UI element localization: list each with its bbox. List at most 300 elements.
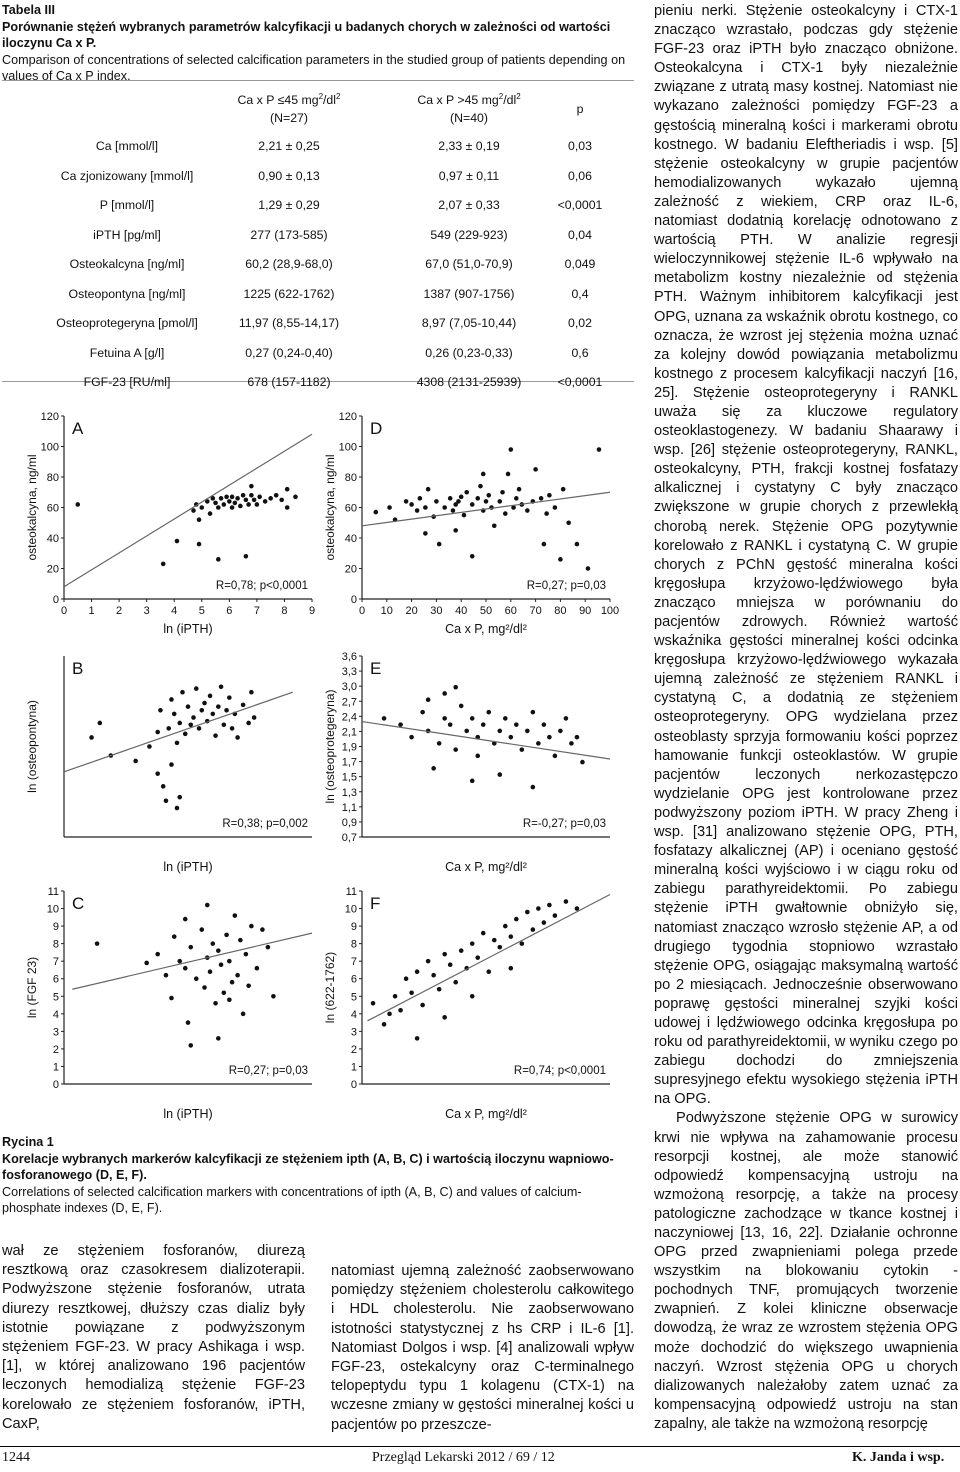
y-tick-label-E: 1,9: [341, 741, 357, 754]
x-tick-label-D: 40: [455, 605, 468, 617]
scatter-point-A: [244, 554, 249, 559]
y-tick-label-F: 8: [350, 938, 357, 951]
column-3-paragraph-1: pieniu nerki. Stężenie osteokalcyny i CTX-1 znacząco wzrastało, podczas gdy stężenie FGF-23 oraz iPTH było znacząco obniżone. Osteokalcyna i CTX-1 były niezależnie związane z utratą masy kostnej. Natomiast nie wykazano zależności pomiędzy FGF-23 a gęstością mineralną kości i markerami obrotu kostnego. W badaniu Eleftheriadis i wsp. [5] stężenie osteokalcyny w grupie pacjentów hemodializowanych wykazało ujemną zależność z wiekiem, CRP oraz IL-6, natomiast dodatnią korelację odnotowano z wartością PTH. W analizie regresji wieloczynnikowej stężenie IL-6 wpływało na metabolizm kostny niezależnie od stężenia PTH. Ważnym inhibitorem kalcyfikacji jest OPG, uznana za wskaźnik obrotu kostnego, co oznacza, że wzrost jej stężenia można uznać za kolejny dowód powiązania metabolizmu kostnego z procesem kalcyfikacji naczyń [16, 25]. Stężenie osteoprotegeryny i RANKL uważa się za kluczowe regulatory osteoklastogenezy. W badaniu Shaarawy i wsp. [26] stężenie osteoprotegeryny, RANKL, osteokalcyny, PTH, frakcji kostnej fosfatazy alkalicznej i cystatyny C były znacząco zwiększone w grupie chorych z przewlekłą chorobą nerek. Stężenie OPG pozytywnie korelowało z RANKL i cystatyną C. W grupie chorych z PChN gęstość mineralna kości kręgosłupa krzyżowo-lędźwiowego była znacząco mniejsza w porównaniu do pacjentów zdrowych. Również wartość wskaźnika gęstości mineralnej kości odcinka kręgosłupa krzyżowo-lędźwiowego wykazała ujemną zależność ze stężeniem RANKL i cystatyną C, a dodatnią ze stężeniem osteoprotegeryny. OPG wydzielana przez osteoblasty sprzyja formowaniu kości poprzez hamowanie funkcji osteoklastów. W grupie pacjentów leczonych nerkozastępczo wydzielanie OPG jest kontrolowane przez podwyższony poziom iPTH. W pracy Zheng i wsp. [31] analizowano stężenie OPG, PTH, fosfatazy alkalicznej (AP) i oceniano gęstość mineralną kości wyjściowo i w ciągu roku od zabiegu parathyreidektomii. Po zabiegu stężenie iPTH gwałtownie obniżyło się, natomiast znacząco wzrosło stężenie AP, a od drugiego tygodnia stopniowo wzrastało stężenie OPG, osiągając maksymalną wartość po 2 miesiącach. Jednocześnie obserwowano poprawę gęstości mineralnej szyjki kości udowej i lędźwiowego odcinka kręgosłupa po roku od parathyreidektomii, w wyniku czego po zabiegu dochodzi do zmniejszenia supresyjnego efektu wysokiego stężenia iPTH na OPG.: [654, 3, 958, 1108]
scatter-point-C: [169, 996, 174, 1001]
scatter-point-F: [431, 973, 436, 978]
scatter-point-F: [503, 924, 508, 929]
scatter-point-E: [564, 716, 569, 721]
scatter-point-D: [475, 496, 480, 501]
scatter-point-D: [561, 487, 566, 492]
y-tick-label-F: 7: [350, 956, 357, 969]
scatter-point-A: [257, 495, 262, 500]
header-col-p: p: [576, 102, 584, 116]
scatter-point-C: [194, 976, 199, 981]
correlation-annotation-D: R=0,27; p=0,03: [526, 580, 606, 592]
x-tick-label-A: 7: [253, 605, 260, 617]
scatter-point-E: [442, 716, 447, 721]
x-tick-label-A: 9: [308, 605, 316, 617]
scatter-point-F: [409, 990, 414, 995]
footer-page-number: 1244: [2, 1450, 30, 1465]
scatter-point-E: [542, 722, 547, 727]
trend-line-B: [64, 692, 293, 772]
footer-authors: K. Janda i wsp.: [852, 1450, 945, 1465]
scatter-point-D: [558, 557, 563, 562]
scatter-point-D: [566, 520, 571, 525]
scatter-point-B: [169, 697, 174, 702]
scatter-point-A: [249, 493, 254, 498]
scatter-point-B: [175, 741, 180, 746]
scatter-point-B: [199, 708, 204, 713]
scatter-point-E: [382, 716, 387, 721]
y-tick-label-E: 3,6: [341, 651, 357, 663]
row-parameter: Osteoprotegeryna [pmol/l]: [56, 316, 198, 330]
x-tick-label-A: 0: [60, 605, 68, 617]
figure-title-pl: Korelacje wybranych markerów kalcyfikacji ze stężeniem ipth (A, B, C) i wartością iloczynu wapniowo-fosforanowego (D, E, F).: [2, 1151, 614, 1182]
scatter-point-A: [285, 505, 290, 510]
row-value-low: 0,27 (0,24-0,40): [245, 345, 333, 360]
scatter-point-E: [497, 729, 502, 734]
scatter-point-D: [481, 472, 486, 477]
scatter-point-C: [205, 903, 210, 908]
x-tick-label-A: 3: [143, 605, 150, 617]
scatter-point-F: [497, 945, 502, 950]
y-tick-label-D: 0: [350, 594, 357, 606]
scatter-point-A: [249, 484, 254, 489]
scatter-point-A: [255, 502, 260, 507]
scatter-point-F: [475, 955, 480, 960]
trend-line-F: [368, 895, 610, 1021]
row-value-low: 2,21 ± 0,25: [258, 139, 320, 153]
scatter-point-D: [492, 524, 497, 529]
x-tick-label-A: 1: [88, 605, 95, 617]
scatter-point-B: [224, 708, 229, 713]
scatter-point-C: [199, 927, 204, 932]
scatter-point-E: [497, 772, 502, 777]
scatter-point-E: [531, 710, 536, 715]
row-value-low: 0,90 ± 0,13: [258, 168, 320, 183]
scatter-point-B: [235, 735, 240, 740]
y-tick-label-E: 1,7: [341, 756, 357, 769]
y-tick-label-E: 3,0: [341, 681, 357, 694]
scatter-point-F: [393, 994, 398, 999]
scatter-point-A: [219, 496, 224, 501]
y-tick-label-F: 6: [350, 973, 357, 986]
scatter-point-C: [164, 973, 169, 978]
y-tick-label-E: 3,3: [341, 666, 357, 679]
scatter-point-E: [558, 729, 563, 734]
footer-journal: Przegląd Lekarski 2012 / 69 / 12: [372, 1450, 555, 1465]
scatter-point-C: [266, 945, 271, 950]
scatter-point-F: [371, 1001, 376, 1006]
y-tick-label-D: 80: [344, 472, 357, 484]
scatter-point-F: [420, 1003, 425, 1008]
x-tick-label-D: 30: [430, 605, 443, 617]
scatter-point-A: [230, 495, 235, 500]
scatter-point-A: [227, 499, 232, 504]
scatter-point-F: [509, 966, 514, 971]
row-value-high: 8,97 (7,05-10,44): [421, 316, 517, 330]
scatter-point-D: [415, 508, 420, 513]
scatter-point-F: [531, 927, 536, 932]
correlation-annotation-B: R=0,38; p=0,002: [222, 818, 308, 830]
scatter-point-F: [509, 934, 514, 939]
y-tick-label-E: 2,4: [341, 711, 357, 724]
scatter-point-E: [520, 747, 525, 752]
scatter-point-B: [133, 759, 138, 764]
scatter-point-E: [547, 735, 552, 740]
scatter-point-C: [249, 924, 254, 929]
scatter-point-B: [169, 762, 174, 767]
row-parameter: Ca zjonizowany [mmol/l]: [60, 168, 194, 183]
scatter-point-C: [216, 1036, 221, 1041]
y-tick-label-F: 1: [350, 1061, 357, 1074]
y-tick-label-F: 9: [350, 921, 357, 934]
scatter-point-C: [188, 945, 193, 950]
scatter-point-F: [382, 1022, 387, 1027]
scatter-point-C: [233, 913, 238, 918]
scatter-point-D: [484, 499, 489, 504]
scatter-point-C: [202, 985, 207, 990]
scatter-point-C: [95, 941, 100, 946]
scatter-point-D: [453, 528, 458, 533]
scatter-point-C: [246, 983, 251, 988]
x-tick-label-D: 50: [479, 605, 493, 617]
x-tick-label-A: 5: [198, 605, 205, 617]
scatter-point-B: [202, 701, 207, 706]
y-tick-label-A: 100: [40, 441, 59, 454]
scatter-point-A: [197, 517, 202, 522]
scatter-point-D: [373, 510, 378, 515]
scatter-point-A: [293, 495, 298, 500]
scatter-point-A: [216, 505, 221, 510]
scatter-point-D: [442, 505, 447, 510]
header-col-high: Ca x P >45 $mg^2/dl^2$ (N=40): [417, 92, 521, 125]
scatter-point-B: [172, 712, 177, 717]
scatter-point-B: [89, 735, 94, 740]
x-axis-label-F: Ca x P, mg²/dl²: [445, 1107, 527, 1121]
row-p-value: 0,06: [568, 168, 592, 183]
panel-letter-A: A: [72, 419, 84, 438]
scatter-point-F: [481, 931, 486, 936]
y-axis-label-C: ln (FGF 23): [25, 956, 39, 1019]
scatter-point-D: [437, 542, 442, 547]
scatter-point-F: [525, 910, 530, 915]
scatter-point-F: [404, 976, 409, 981]
scatter-point-D: [423, 505, 428, 510]
x-tick-label-D: 10: [380, 605, 393, 617]
scatter-point-D: [426, 487, 431, 492]
y-tick-label-E: 1,1: [341, 801, 357, 814]
row-value-high: 0,26 (0,23-0,33): [425, 345, 513, 360]
y-tick-label-C: 0: [52, 1079, 59, 1091]
scatter-point-D: [553, 505, 558, 510]
scatter-point-A: [241, 493, 246, 498]
scatter-point-C: [227, 959, 232, 964]
y-tick-label-E: 1,3: [341, 786, 357, 799]
x-tick-label-D: 80: [554, 605, 567, 617]
y-tick-label-A: 120: [40, 411, 59, 423]
scatter-point-F: [448, 962, 453, 967]
row-value-low: 1,29 ± 0,29: [258, 198, 320, 212]
trend-line-A: [64, 434, 312, 587]
scatter-point-D: [387, 505, 392, 510]
scatter-point-D: [506, 472, 511, 477]
row-value-low: 11,97 (8,55-14,17): [238, 316, 340, 330]
scatter-point-D: [434, 499, 439, 504]
y-tick-label-D: 100: [338, 441, 357, 454]
figure-caption: [2, 1134, 634, 1217]
row-parameter: FGF-23 [RU/ml]: [83, 375, 171, 389]
text-column-1: [2, 1242, 305, 1434]
trend-line-E: [362, 722, 610, 759]
scatter-point-B: [188, 722, 193, 727]
x-axis-label-D: Ca x P, mg²/dl²: [445, 622, 527, 636]
scatter-point-A: [213, 501, 218, 506]
figure-label: Rycina 1: [2, 1135, 54, 1149]
y-tick-label-D: 120: [338, 411, 357, 423]
column-1-text: wał ze stężeniem fosforanów, diurezą resztkową oraz czasokresem dializoterapii. Podwyższone stężenie fosforanów, utrata diurezy resztkowej, dłuższy czas dializ były istotnie powiązane z podwyższonym stężeniem FGF-23. W pracy Ashikaga i wsp. [1], w której analizowano 196 pacjentów leczonych hemodializą stężenie FGF-23 korelowało ze stężeniem fosforanów, iPTH, CaxP,: [2, 1243, 305, 1432]
scatter-point-E: [531, 785, 536, 790]
scatter-point-B: [241, 703, 246, 708]
scatter-point-D: [462, 513, 467, 518]
scatter-point-C: [177, 959, 182, 964]
y-tick-label-C: 5: [52, 991, 59, 1004]
y-axis-label-B: ln (osteopontyna): [25, 700, 39, 793]
trend-line-D: [362, 492, 610, 526]
scatter-point-E: [437, 741, 442, 746]
x-tick-label-D: 100: [600, 605, 620, 617]
scatter-point-F: [514, 917, 519, 922]
scatter-point-B: [227, 695, 232, 700]
scatter-point-B: [98, 721, 103, 726]
y-tick-label-E: 2,1: [341, 726, 357, 739]
scatter-point-B: [216, 704, 221, 709]
scatter-point-D: [478, 484, 483, 489]
row-p-value: 0,02: [568, 316, 592, 330]
panel-letter-E: E: [370, 659, 382, 678]
scatter-point-C: [230, 980, 235, 985]
scatter-point-C: [186, 1020, 191, 1025]
scatter-point-D: [586, 566, 591, 571]
scatter-point-E: [448, 722, 453, 727]
y-tick-label-F: 5: [350, 991, 357, 1004]
footer-rule: [0, 1446, 960, 1447]
scatter-point-E: [525, 729, 530, 734]
scatter-point-D: [470, 554, 475, 559]
scatter-point-E: [481, 722, 486, 727]
y-tick-label-F: 10: [344, 903, 357, 916]
row-parameter: Osteopontyna [ng/ml]: [68, 286, 186, 301]
y-tick-label-E: 1,5: [341, 771, 357, 784]
scatter-point-C: [213, 1001, 218, 1006]
scatter-point-D: [404, 499, 409, 504]
scatter-point-C: [224, 933, 229, 938]
row-value-low: 678 (157-1182): [247, 375, 331, 389]
scatter-point-E: [470, 716, 475, 721]
scatter-point-C: [235, 973, 240, 978]
correlation-annotation-E: R=-0,27; p=0,03: [522, 818, 606, 830]
scatter-point-E: [459, 704, 464, 709]
scatter-point-E: [569, 741, 574, 746]
scatter-point-B: [177, 795, 182, 800]
scatter-point-B: [166, 726, 171, 731]
y-tick-label-F: 11: [345, 886, 357, 898]
scatter-point-B: [155, 771, 160, 776]
scatter-point-E: [398, 722, 403, 727]
y-tick-label-D: 20: [344, 563, 357, 576]
scatter-point-F: [442, 952, 447, 957]
scatter-point-C: [219, 962, 224, 967]
row-value-high: 67,0 (51,0-70,9): [425, 257, 513, 271]
scatter-point-B: [164, 799, 169, 804]
y-tick-label-A: 60: [46, 502, 59, 515]
scatter-point-C: [211, 941, 216, 946]
x-tick-label-D: 90: [579, 605, 592, 617]
scatter-point-E: [486, 710, 491, 715]
scatter-point-B: [197, 726, 202, 731]
row-value-low: 60,2 (28,9-68,0): [245, 257, 333, 271]
scatter-point-D: [547, 493, 552, 498]
row-p-value: 0,049: [564, 257, 596, 271]
panel-letter-C: C: [72, 894, 85, 913]
row-p-value: 0,4: [571, 286, 589, 301]
scatter-point-C: [172, 934, 177, 939]
x-tick-label-D: 20: [405, 605, 418, 617]
scatter-point-F: [492, 938, 497, 943]
y-tick-label-C: 2: [52, 1043, 59, 1056]
scatter-point-E: [420, 710, 425, 715]
y-tick-label-A: 0: [52, 594, 59, 606]
scatter-point-A: [75, 502, 80, 507]
scatter-point-E: [580, 760, 585, 765]
row-value-high: 2,33 ± 0,19: [438, 139, 500, 153]
scatter-point-F: [536, 906, 541, 911]
row-p-value: <0,0001: [557, 375, 603, 389]
scatter-point-C: [208, 969, 213, 974]
scatter-point-D: [575, 542, 580, 547]
row-value-high: 2,07 ± 0,33: [438, 198, 500, 212]
row-p-value: <0,0001: [557, 198, 603, 212]
scatter-point-D: [409, 502, 414, 507]
scatter-point-F: [575, 906, 580, 911]
scatter-point-A: [230, 505, 235, 510]
y-tick-label-D: 60: [344, 502, 357, 515]
scatter-point-D: [539, 496, 544, 501]
scatter-point-A: [285, 487, 290, 492]
scatter-point-D: [597, 447, 602, 452]
figure-scatter-panels: [22, 394, 622, 1134]
y-tick-label-C: 11: [47, 886, 59, 898]
scatter-point-D: [448, 496, 453, 501]
scatter-point-B: [230, 726, 235, 731]
scatter-point-F: [426, 959, 431, 964]
scatter-point-D: [525, 508, 530, 513]
scatter-point-F: [442, 1015, 447, 1020]
panel-letter-D: D: [370, 419, 383, 438]
scatter-point-F: [398, 1008, 403, 1013]
table-title-en: Comparison of concentrations of selected calcification parameters in the studied group of patients depending on values of Ca x P index.: [2, 52, 626, 83]
scatter-point-B: [219, 684, 224, 689]
y-tick-label-D: 40: [344, 533, 357, 545]
scatter-point-B: [175, 806, 180, 811]
y-tick-label-C: 4: [52, 1008, 59, 1021]
scatter-point-E: [431, 766, 436, 771]
panel-letter-B: B: [72, 659, 84, 678]
scatter-point-E: [575, 735, 580, 740]
scatter-point-D: [486, 493, 491, 498]
scatter-point-C: [238, 938, 243, 943]
scatter-point-C: [255, 966, 260, 971]
y-tick-label-C: 8: [52, 938, 59, 951]
table-caption: [2, 2, 634, 85]
y-tick-label-C: 9: [52, 921, 59, 934]
text-column-3: [654, 2, 958, 1434]
y-tick-label-F: 4: [350, 1008, 357, 1021]
y-axis-label-D: osteokalcyna, ng/ml: [323, 454, 337, 561]
row-value-low: 1225 (622-1762): [243, 286, 335, 301]
scatter-point-E: [464, 729, 469, 734]
scatter-point-B: [155, 730, 160, 735]
scatter-point-F: [542, 920, 547, 925]
table-label: Tabela III: [2, 3, 55, 17]
scatter-point-A: [274, 493, 279, 498]
y-tick-label-C: 7: [52, 956, 59, 969]
row-value-high: 549 (229-923): [430, 227, 508, 242]
scatter-point-A: [222, 502, 227, 507]
scatter-point-B: [186, 704, 191, 709]
scatter-point-A: [191, 508, 196, 513]
scatter-point-E: [453, 685, 458, 690]
scatter-point-B: [180, 690, 185, 695]
scatter-point-E: [442, 691, 447, 696]
scatter-point-F: [520, 941, 525, 946]
scatter-point-E: [514, 722, 519, 727]
scatter-point-B: [249, 690, 254, 695]
column-3-paragraph-2: Podwyższone stężenie OPG w surowicy krwi nie wpływa na zahamowanie procesu resorpcji kostnej, ale może stanowić odpowiedź kompensacyjną ustroju na wzmożoną resorpcję, a także na procesy patologiczne zachodzące w tkance kostnej i naczyniowej [13, 16, 22]. Działanie ochronne OPG przed zwapnieniami polega przede wszystkim na blokowaniu cytokin - pochodnych TNF, promujących tworzenie zwapnień. Z kolei kliniczne obserwacje dowodzą, że wraz ze wzrostem stężenia OPG może dochodzić do większego uwapnienia naczyń. Wzrost stężenia OPG u chorych dializowanych należałoby zatem uznać za kompensacyjną odpowiedź ustroju na stan zapalny, ale także na wzmożoną resorpcję: [654, 1110, 958, 1432]
scatter-point-A: [233, 501, 238, 506]
scatter-point-E: [470, 779, 475, 784]
scatter-point-D: [459, 495, 464, 500]
x-tick-label-A: 6: [226, 605, 233, 617]
scatter-point-F: [415, 1036, 420, 1041]
scatter-point-B: [252, 715, 257, 720]
scatter-point-D: [497, 499, 502, 504]
scatter-point-E: [453, 747, 458, 752]
trend-line-C: [72, 933, 312, 989]
y-tick-label-E: 2,7: [341, 696, 357, 709]
scatter-point-F: [459, 948, 464, 953]
scatter-point-E: [409, 735, 414, 740]
y-tick-label-C: 10: [46, 903, 59, 916]
scatter-point-B: [208, 694, 213, 699]
scatter-point-C: [244, 952, 249, 957]
scatter-point-F: [547, 903, 552, 908]
x-axis-label-B: ln (iPTH): [163, 860, 213, 874]
scatter-point-E: [536, 741, 541, 746]
scatter-point-A: [235, 496, 240, 501]
scatter-point-A: [208, 511, 213, 516]
scatter-point-F: [486, 969, 491, 974]
scatter-point-E: [503, 716, 508, 721]
row-value-high: 0,97 ± 0,11: [438, 168, 500, 183]
x-tick-label-D: 0: [358, 605, 366, 617]
scatter-point-B: [246, 721, 251, 726]
scatter-point-D: [464, 490, 469, 495]
scatter-point-E: [475, 754, 480, 759]
y-tick-label-E: 0,9: [341, 816, 357, 829]
scatter-point-B: [213, 733, 218, 738]
scatter-point-C: [260, 927, 265, 932]
